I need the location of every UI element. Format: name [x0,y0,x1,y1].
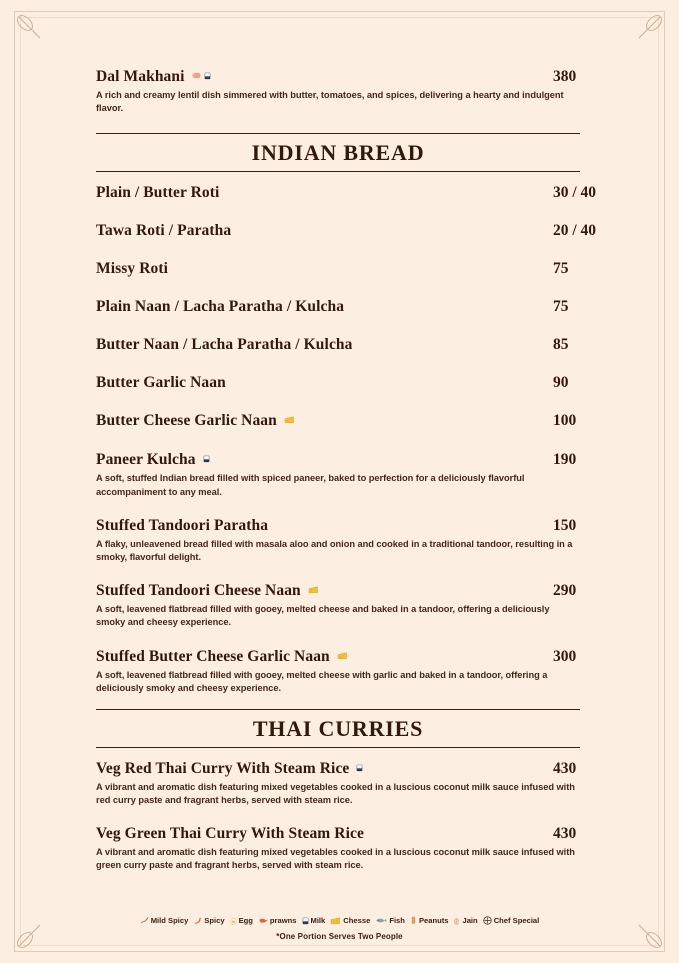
menu-item-description: A soft, stuffed Indian bread filled with spiced paneer, baked to perfection for a deliciously flavorful accompaniment to any meal. [96,473,525,497]
menu-item-price: 30 / 40 [553,184,597,202]
corner-ornament-top-left [10,8,56,54]
menu-item-plain-butter-roti [96,184,597,220]
menu-item-icons [203,454,210,463]
legend-label: Egg [238,916,253,925]
menu-item-icons [284,416,295,424]
menu-item-plain-naan-lacha-paratha-kulcha [96,298,580,334]
menu-item-price: 20 / 40 [553,222,597,240]
legend-item-mild-spicy [140,916,189,925]
menu-item-price: 100 [553,412,577,430]
section-header-indian-bread [96,133,580,172]
legend-item-cheese [330,916,370,925]
menu-item-icons [337,652,348,660]
menu-item-butter-naan-lacha-paratha-kulcha [96,336,580,372]
menu-item-price: 430 [553,759,577,777]
menu-item-butter-cheese-garlic-naan [96,412,580,430]
cheese-icon [284,416,295,424]
section-title: INDIAN BREAD [251,140,425,166]
menu-item-price: 90 [553,374,569,392]
menu-item-icons [308,586,319,594]
menu-item-icons [192,71,211,80]
chilli-icon [193,917,202,925]
menu-item-description: A rich and creamy lentil dish simmered with butter, tomatoes, and spices, delivering a hearty and indulgent flavor. [96,90,564,114]
menu-item-price: 150 [553,516,577,534]
menu-item-name: Stuffed Tandoori Paratha [96,516,269,534]
cheese-icon [308,586,319,594]
menu-item-stuffed-butter-cheese-garlic-naan [96,648,580,695]
menu-item-veg-red-thai-curry [96,760,580,807]
legend-item-fish [375,916,405,925]
menu-item-description: A soft, leavened flatbread filled with gooey, melted cheese and baked in a tandoor, offering a deliciously smoky and cheesy experience. [96,604,550,628]
menu-item-price: 300 [553,647,577,665]
legend-item-prawns [258,916,297,925]
menu-item-icons [356,763,363,772]
legend-item-egg [230,916,253,925]
menu-item-description: A vibrant and aromatic dish featuring mixed vegetables cooked in a luscious coconut milk sauce infused with red curry paste and fragrant herbs, served with steam rice. [96,781,575,806]
menu-item-name: Plain Naan / Lacha Paratha / Kulcha [96,298,345,316]
menu-item-name: Veg Green Thai Curry With Steam Rice [96,825,364,843]
legend-item-spicy [193,916,224,925]
milk-icon [356,763,363,772]
menu-item-name: Missy Roti [96,260,169,278]
allergen-legend [0,916,679,925]
jain-icon [453,917,460,925]
legend-label: Mild Spicy [150,916,189,925]
menu-item-veg-green-thai-curry [96,825,580,872]
menu-item-stuffed-tandoori-paratha [96,517,580,564]
menu-item-name: Plain / Butter Roti [96,184,220,202]
menu-item-name: Dal Makhani [96,68,185,85]
menu-item-description: A soft, leavened flatbread filled with gooey, melted cheese with garlic and baked in a tandoor, offering a deliciously smoky and cheesy experience. [96,669,548,693]
cheese-icon [337,652,348,660]
section-title: THAI CURRIES [252,715,424,741]
menu-item-name: Stuffed Butter Cheese Garlic Naan [96,647,330,665]
egg-icon [230,917,237,925]
legend-item-milk [302,916,326,925]
milk-icon [204,71,211,80]
section-header-thai-curries [96,709,580,748]
legend-label: Milk [310,916,326,925]
fish-icon [375,917,387,924]
menu-item-description: A vibrant and aromatic dish featuring mixed vegetables cooked in a luscious coconut milk sauce infused with green curry paste and fragrant herbs, served with steam rice. [96,847,575,871]
menu-item-heading [96,68,580,86]
legend-label: Chesse [343,916,371,925]
peanuts-icon [192,71,201,80]
menu-item-name: Veg Red Thai Curry With Steam Rice [96,759,350,777]
menu-item-paneer-kulcha [96,451,580,498]
menu-item-name: Tawa Roti / Paratha [96,222,232,240]
corner-ornament-top-right [623,8,669,54]
menu-item-name: Butter Cheese Garlic Naan [96,412,277,430]
menu-item-price: 430 [553,825,577,843]
menu-item-dal-makhani [96,68,580,115]
legend-label: Spicy [204,916,225,925]
menu-item-price: 290 [553,582,577,600]
legend-label: Fish [389,916,405,925]
cheese-icon [330,917,341,925]
menu-item-price: 380 [553,68,577,85]
milk-icon [203,454,210,463]
menu-item-name: Stuffed Tandoori Cheese Naan [96,582,301,600]
menu-item-price: 85 [553,336,569,354]
footer [0,916,679,941]
menu-item-tawa-roti-paratha [96,222,597,258]
menu-item-price: 75 [553,298,569,316]
legend-label: Jain [462,916,478,925]
menu-item-description: A flaky, unleavened bread filled with masala aloo and onion and cooked in a traditional tandoor, resulting in a smoky, flavorful delight. [96,538,573,562]
peanut-icon [410,916,417,925]
menu-item-name: Butter Garlic Naan [96,374,226,392]
legend-label: Peanuts [418,916,449,925]
mild-chilli-icon [140,917,149,924]
menu-item-stuffed-tandoori-cheese-naan [96,582,580,629]
footer-note: *One Portion Serves Two People [276,932,403,941]
prawn-icon [258,917,268,925]
menu-item-price: 75 [553,260,569,278]
menu-item-missy-roti [96,260,580,296]
menu-item-name: Paneer Kulcha [96,451,196,469]
legend-item-jain [453,916,477,925]
legend-label: prawns [269,916,297,925]
legend-label: Chef Special [493,916,540,925]
legend-item-peanuts [410,916,449,925]
menu-content [96,68,597,875]
legend-item-chef-special [483,916,540,925]
milk-icon [302,916,309,925]
chef-special-icon [483,916,492,925]
menu-item-price: 190 [553,451,577,469]
menu-item-butter-garlic-naan [96,374,580,410]
menu-item-name: Butter Naan / Lacha Paratha / Kulcha [96,336,353,354]
